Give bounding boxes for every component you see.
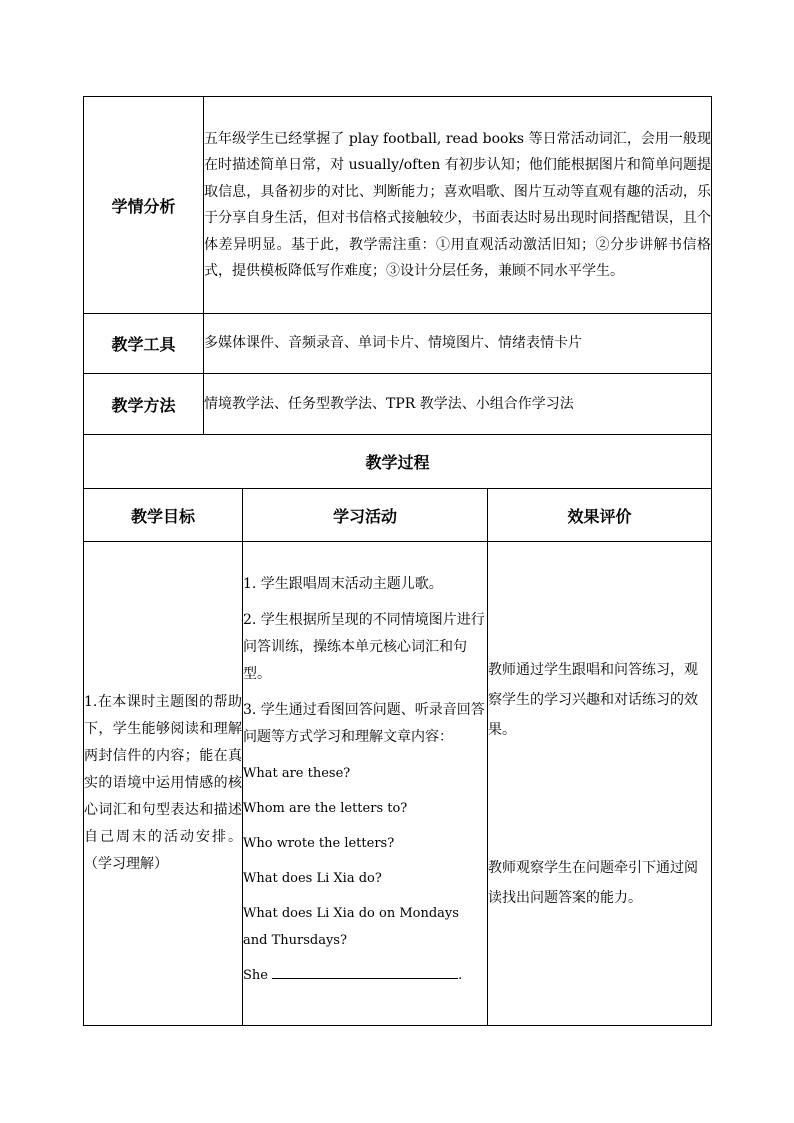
analysis-row xyxy=(84,97,712,314)
question-item: Whom are the letters to? xyxy=(243,800,408,816)
evaluation-cell xyxy=(488,542,712,1026)
analysis-text: 五年级学生已经掌握了 play football, read books 等日常活动词汇，会用一般现在时描述简单日常，对 usually/often 有初步认知；他们能根据图片和简单问题提取信息，具备初步的对比、判断能力；喜欢唱歌、图片互动等直观有趣的活动，乐于分享自身生活，但对书信格式接触较少，书面表达时易出现时间搭配错误，且个体差异明显。基于此，教学需注重：①用直观活动激活旧知；②分步讲解书信格式，提供模板降低写作难度；③设计分层任务，兼顾不同水平学生。 xyxy=(204,97,712,314)
activity-item: 3. 学生通过看图回答问题、听录音回答问题等方式学习和理解文章内容： xyxy=(243,701,485,745)
methods-row xyxy=(84,374,712,435)
col-header-goal: 教学目标 xyxy=(84,489,243,542)
tools-text: 多媒体课件、音频录音、单词卡片、情境图片、情绪表情卡片 xyxy=(204,314,712,374)
process-content-row xyxy=(84,542,712,1026)
process-title: 教学过程 xyxy=(84,435,712,489)
answer-blank xyxy=(272,964,458,979)
activity-item: 2. 学生根据所呈现的不同情境图片进行问答训练，操练本单元核心词汇和句型。 xyxy=(243,611,485,682)
tools-row xyxy=(84,314,712,374)
lesson-plan-page xyxy=(83,96,711,1026)
tools-label: 教学工具 xyxy=(84,314,204,374)
analysis-label: 学情分析 xyxy=(84,97,204,314)
col-header-eval: 效果评价 xyxy=(488,489,712,542)
answer-line xyxy=(243,962,487,989)
col-header-activity: 学习活动 xyxy=(243,489,488,542)
methods-text: 情境教学法、任务型教学法、TPR 教学法、小组合作学习法 xyxy=(204,374,712,435)
evaluation-item: 教师观察学生在问题牵引下通过阅读找出问题答案的能力。 xyxy=(488,859,698,906)
goal-text: 1.在本课时主题图的帮助下，学生能够阅读和理解两封信件的内容；能在真实的语境中运用情感的核心词汇和句型表达和描述自己周末的活动安排。（学习理解） xyxy=(84,542,243,1026)
question-item: Who wrote the letters? xyxy=(243,835,395,851)
activity-item: 1. 学生跟唱周末活动主题儿歌。 xyxy=(243,575,443,592)
question-item: What does Li Xia do? xyxy=(243,870,382,886)
methods-label: 教学方法 xyxy=(84,374,204,435)
process-title-row xyxy=(84,435,712,489)
evaluation-item: 教师通过学生跟唱和问答练习，观察学生的学习兴趣和对话练习的效果。 xyxy=(488,661,698,738)
answer-prefix: She xyxy=(243,967,268,983)
answer-suffix: . xyxy=(458,967,463,983)
question-item: What does Li Xia do on Mondays and Thursdays? xyxy=(243,905,459,948)
question-item: What are these? xyxy=(243,765,351,781)
process-header-row xyxy=(84,489,712,542)
lesson-plan-table xyxy=(83,96,712,1026)
activity-cell xyxy=(243,542,488,1026)
